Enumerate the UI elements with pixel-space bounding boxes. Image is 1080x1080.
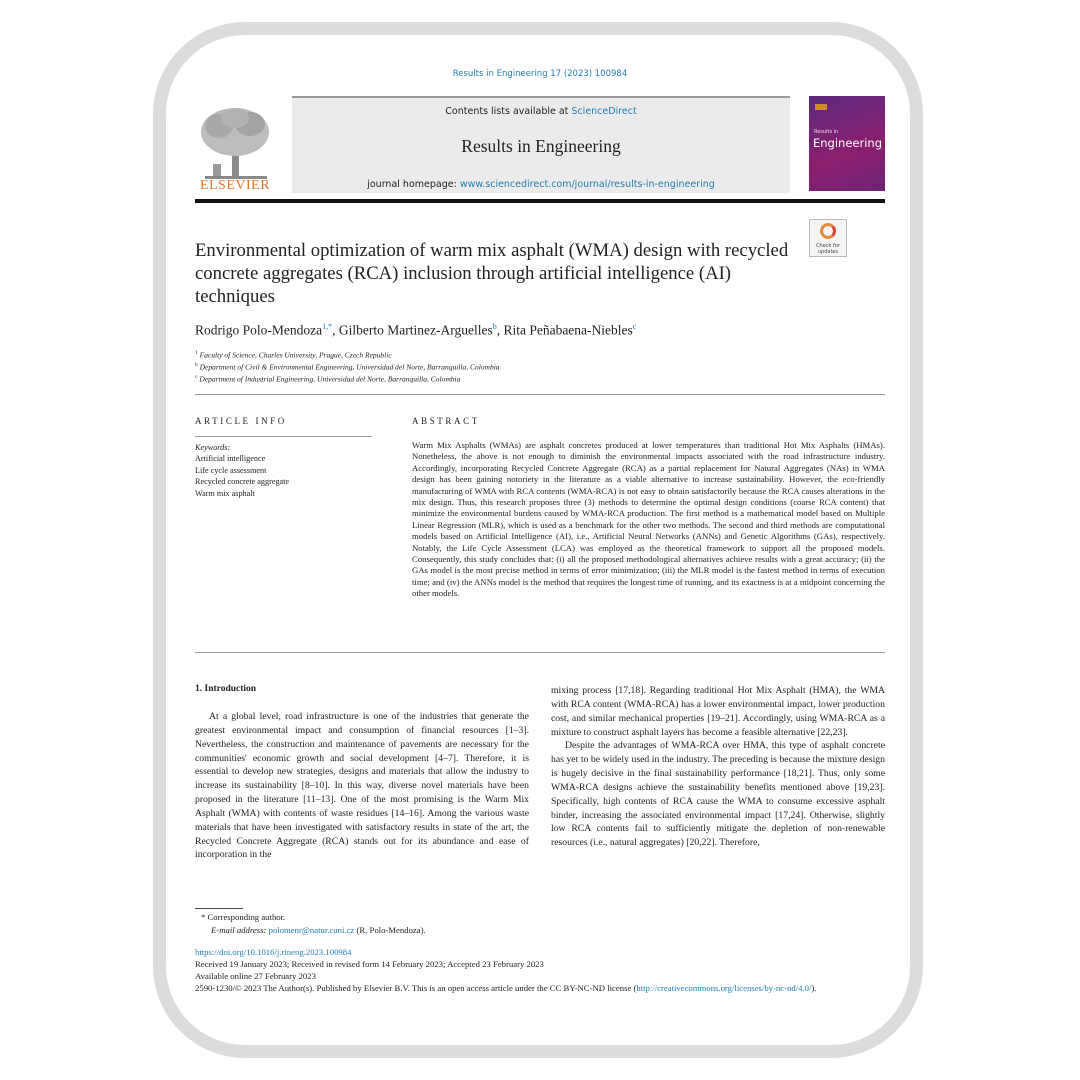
article-title: Environmental optimization of warm mix asphalt (WMA) design with recycled concrete aggregates (RCA) inclusion through artificial intelligence (AI) techniques <box>195 240 789 307</box>
cover-title: Engineering <box>813 136 882 150</box>
available-online: Available online 27 February 2023 <box>195 971 316 981</box>
cover-logo-mark <box>815 104 827 110</box>
author-name: Rita Peñabaena-Niebles <box>503 322 633 338</box>
body-column-left <box>195 710 529 862</box>
author-name: Gilberto Martinez-Arguelles <box>338 322 493 338</box>
cover-top-line: Results in <box>814 129 839 135</box>
section-heading: 1. Introduction <box>195 684 257 694</box>
contents-line: Contents lists available at ScienceDirect <box>445 106 637 117</box>
abstract-heading: ABSTRACT <box>412 416 480 426</box>
affiliation: $^b$ Department of Civil & Environmental Engineering, Universidad del Norte, Barranquilla, Colombia <box>195 362 500 372</box>
author-list: Rodrigo Polo-Mendoza$^{1,*}$, Gilberto Martinez-Arguelles$^b$, Rita Peñabaena-Niebles$^c$ <box>195 322 637 338</box>
keyword: Recycled concrete aggregate <box>195 477 290 487</box>
header-rule <box>195 199 885 203</box>
paragraph: Despite the advantages of WMA-RCA over HMA, this type of asphalt concrete has yet to be widely used in the industry. The preceding is because the mixture design is hugely decisive in the final sustainability performance [18,21]. Thus, only some WMA-RCA designs achieve the sustainability benefits mentioned above [19,23]. Specifically, high contents of RCA cause the WMA to consume excessive asphalt binder, increasing the associated environmental impact [17,24]. Otherwise, slightly low RCA contents fail to sufficiently mitigate the depletion of non-renewable resources (i.e., natural aggregates) [20,22]. Therefore, <box>551 740 885 849</box>
paragraph: mixing process [17,18]. Regarding traditional Hot Mix Asphalt (HMA), the WMA with RCA content (WMA-RCA) has a lower environmental impact, lower production cost, and similar mechanical properties [19–21]. Accordingly, using WMA-RCA as a mixture to construct asphalt layers has become a feasible alternative [22,23]. <box>551 685 885 738</box>
keyword: Warm mix asphalt <box>195 488 255 498</box>
corresponding-author-note: * Corresponding author. <box>201 912 286 922</box>
paragraph: At a global level, road infrastructure is one of the industries that generate the greatest environmental impact and consumption of financial resources [1–3]. Nevertheless, the construction and maintenance of pavements are necessary for the communities' economic growth and social development [4–7]. Therefore, it is essential to develop new strategies, designs and materials that allow the industry to increase its sustainability [8–10]. In this way, diverse novel materials have been proposed in the literature [11–13]. One of the most promising is the Warm Mix Asphalt (WMA) with contents of waste residues [14–16]. Among the various waste materials that have been investigated with satisfactory results in state of the art, the Recycled Concrete Aggregate (RCA) stands out for its abundance and ease of incorporation in the <box>195 711 529 861</box>
elsevier-wordmark: ELSEVIER <box>199 178 271 193</box>
license-statement: 2590-1230/© 2023 The Author(s). Published by Elsevier B.V. This is an open access article under the CC BY-NC-ND license (http://creativecommons.org/licenses/by-nc-nd/4.0/). <box>195 983 817 993</box>
homepage-line: journal homepage: www.sciencedirect.com/journal/results-in-engineering <box>367 179 715 190</box>
author-name: Rodrigo Polo-Mendoza <box>195 322 323 338</box>
author-affil-mark[interactable]: b <box>492 322 497 331</box>
paper-page <box>195 60 885 1020</box>
affiliation: $^1$ Faculty of Science, Charles University, Prague, Czech Republic <box>195 350 392 360</box>
keywords-rule <box>195 436 372 437</box>
email-link[interactable]: polomenr@natur.cuni.cz <box>268 925 355 935</box>
journal-cover-thumbnail <box>809 96 885 191</box>
keyword: Artificial intelligence <box>195 454 266 464</box>
divider <box>195 394 885 395</box>
author-affil-mark[interactable]: c <box>632 322 637 331</box>
divider <box>195 652 885 653</box>
keywords-block <box>195 442 289 499</box>
journal-banner <box>292 96 790 193</box>
body-column-right <box>551 684 885 850</box>
footnote-rule <box>195 908 243 909</box>
keyword: Life cycle assessment <box>195 465 267 475</box>
author-affil-mark[interactable]: 1,* <box>322 322 333 331</box>
doi-link[interactable]: https://doi.org/10.1016/j.rineng.2023.100984 <box>195 947 352 957</box>
homepage-link[interactable]: www.sciencedirect.com/journal/results-in-engineering <box>459 179 715 190</box>
abstract-text: Warm Mix Asphalts (WMAs) are asphalt concretes produced at lower temperatures than traditional Hot Mix Asphalts (HMAs). Nonetheless, the above is not enough to diminish the environmental impacts associated with the road infrastructure industry. Accordingly, incorporating Recycled Concrete Aggregate (RCA) as a partial replacement for Natural Aggregates (NAs) in WMA design has been gaining notoriety in the literature as a viable alternative to increase sustainability. However, the eco-friendly manufacturing of WMA with RCA contents (WMA-RCA) is not easy to obtain satisfactorily because the RCA causes alterations in the mix design. Thus, this research proposes three (3) methods to determine the optimal design conditions (coarse RCA content) that minimize the environmental burdens caused by WMA-RCA production. The first method is a mathematical model based on Multiple Linear Regression (MLR), which is used as a benchmark for the other two methods. The second and third methods are computational models based on Artificial Intelligence (AI), i.e., Artificial Neural Networks (ANNs) and Genetic Algorithms (GAs), respectively. Notably, the Life Cycle Assessment (LCA) was employed as the theoretical framework to support all the proposed models. Consequently, this study concludes that: (i) all the proposed methodological alternatives achieve results with a great accuracy; (ii) the GAs model is the most precise method in terms of error minimization; (iii) the MLR model is the fastest method in terms of execution time; and (iv) the ANNs model is the method that requires the longest time of running, and its exactness is at a midpoint concerning the other models. <box>412 440 885 599</box>
affiliation: $^c$ Department of Industrial Engineering, Universidad del Norte, Barranquilla, Colombia <box>195 374 461 384</box>
check-updates-icon <box>820 223 836 239</box>
email-note: E-mail address: polomenr@natur.cuni.cz (R. Polo-Mendoza). <box>211 925 426 935</box>
received-dates: Received 19 January 2023; Received in revised form 14 February 2023; Accepted 23 February 2023 <box>195 959 544 969</box>
check-for-updates-badge[interactable] <box>809 219 847 257</box>
keywords-label: Keywords: <box>195 443 231 452</box>
journal-title: Results in Engineering <box>461 136 621 156</box>
article-info-heading: ARTICLE INFO <box>195 416 287 426</box>
license-link[interactable]: http://creativecommons.org/licenses/by-nc-nd/4.0/ <box>636 983 812 993</box>
check-updates-label: Check for updates <box>816 243 840 255</box>
sciencedirect-link[interactable]: ScienceDirect <box>571 106 637 117</box>
journal-reference[interactable]: Results in Engineering 17 (2023) 100984 <box>452 69 628 79</box>
